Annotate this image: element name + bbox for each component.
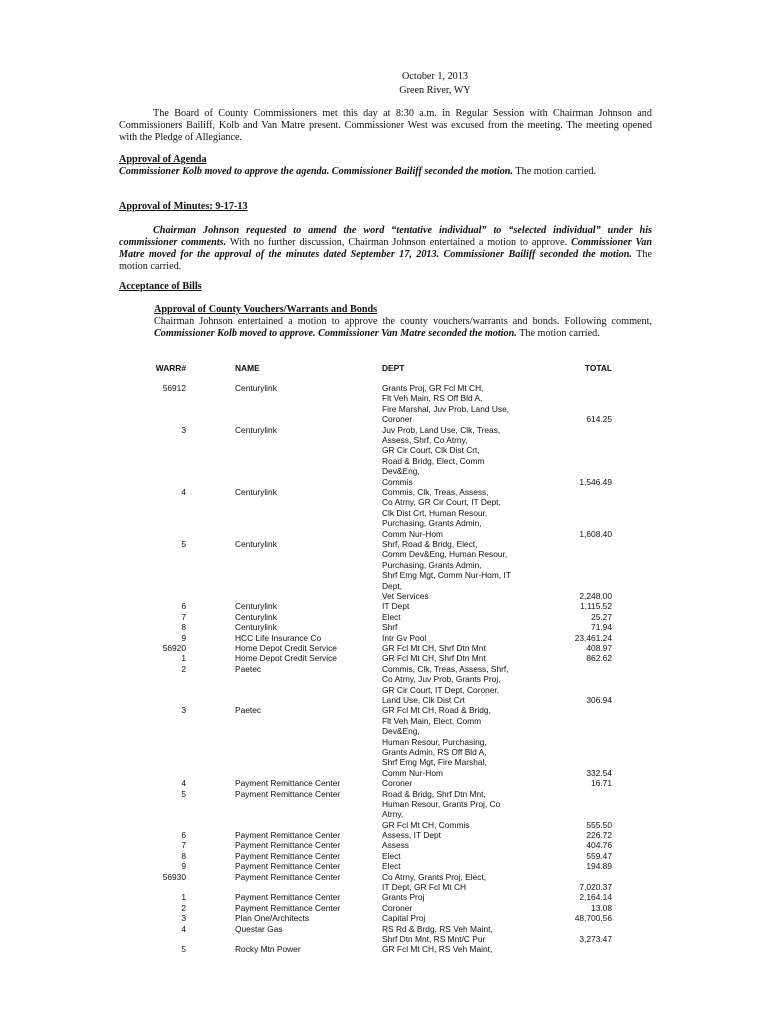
table-body (0, 383, 770, 955)
dept-line: Commis, Clk, Treas, Assess, (382, 486, 489, 497)
cell-name: HCC Life Insurance Co (235, 632, 322, 643)
cell-total: 306.94 (586, 694, 612, 705)
cell-dept (382, 643, 542, 653)
table-row (0, 539, 770, 601)
dept-line: Juv Prob, Land Use, Clk, Treas, (382, 424, 501, 435)
cell-name: Payment Remittance Center (235, 892, 341, 903)
table-row (0, 643, 770, 653)
dept-line: Fire Marshal, Juv Prob, Land Use, (382, 403, 510, 414)
dept-line: Flt Veh Main, RS Off Bld A, (382, 393, 483, 404)
minutes-heading (119, 201, 652, 213)
dept-line: Purchasing, Grants Admin, (382, 559, 482, 570)
table-row (0, 601, 770, 611)
cell-dept (382, 601, 542, 611)
cell-warr: 4 (181, 923, 186, 934)
cell-warr: 56912 (162, 383, 186, 393)
cell-warr: 1 (181, 892, 186, 903)
dept-line: Human Resour, Purchasing, (382, 736, 487, 747)
cell-warr: 1 (181, 653, 186, 664)
table-row (0, 664, 770, 706)
vouchers-motion: Commissioner Kolb moved to approve. Commissioner Van Matre seconded the motion. (154, 328, 517, 339)
cell-total: 1,608.40 (579, 528, 612, 539)
cell-dept (382, 903, 542, 913)
cell-total: 25.27 (591, 611, 612, 622)
dept-line: RS Rd & Brdg, RS Veh Maint, (382, 923, 493, 934)
table-row (0, 705, 770, 778)
warrants-table (0, 361, 770, 955)
dept-line: IT Dept (382, 601, 410, 612)
dept-line: Coroner (382, 414, 413, 425)
minutes-motion: Commissioner Van Matre moved for the approval of the minutes dated September 17, 2013. Commissioner Bailiff seconded the motion. (119, 237, 652, 260)
cell-name: Payment Remittance Center (235, 871, 341, 882)
cell-dept (382, 653, 542, 663)
table-row (0, 425, 770, 487)
cell-warr: 9 (181, 632, 186, 643)
cell-total: 862.62 (586, 653, 612, 664)
cell-total: 559.47 (586, 850, 612, 861)
minutes-amendment: Chairman Johnson requested to amend the word “tentative individual” to “selected individual” under his commissioner comments. (119, 225, 652, 248)
cell-warr: 2 (181, 663, 186, 674)
dept-line: Clk Dist Crt, Human Resour, (382, 507, 488, 518)
cell-total: 2,248.00 (579, 590, 612, 601)
cell-name: Centurylink (235, 622, 277, 633)
table-row (0, 924, 770, 945)
dept-line: Commis, Clk, Treas, Assess, Shrf, (382, 663, 509, 674)
cell-name: Centurylink (235, 424, 277, 435)
cell-name: Payment Remittance Center (235, 850, 341, 861)
cell-dept (382, 840, 542, 850)
cell-warr: 2 (181, 902, 186, 913)
dept-line: Road & Bridg, Elect, Comm (382, 455, 485, 466)
cell-dept (382, 539, 542, 601)
vouchers-intro: Chairman Johnson entertained a motion to approve the county vouchers/warrants and bonds. Following comment, (154, 316, 652, 327)
cell-name: Paetec (235, 705, 262, 716)
cell-name: Centurylink (235, 383, 277, 393)
dept-line: Grants Proj (382, 892, 425, 903)
dept-line: Comm Nur-Hom (382, 528, 443, 539)
table-row (0, 653, 770, 663)
cell-dept (382, 664, 542, 706)
cell-warr: 7 (181, 840, 186, 851)
cell-name: Payment Remittance Center (235, 788, 341, 799)
dept-line: Shrf (382, 622, 398, 633)
dept-line: Purchasing, Grants Admin, (382, 518, 482, 529)
cell-dept (382, 861, 542, 871)
dept-line: Elect (382, 850, 401, 861)
col-warr: WARR# (155, 363, 186, 373)
dept-line: GR Fcl Mt CH, Commis (382, 819, 470, 830)
cell-total: 555.50 (586, 819, 612, 830)
dept-line: Shrf Emg Mgt, Comm Nur-Hom, IT (382, 570, 511, 581)
cell-name: Rocky Mtn Power (235, 944, 301, 955)
cell-name: Questar Gas (235, 923, 283, 934)
cell-total: 408.97 (586, 642, 612, 653)
dept-line: Dept, (382, 580, 403, 591)
dept-line: Elect (382, 861, 401, 872)
dept-line: Flt Veh Main, Elect, Comm (382, 715, 482, 726)
cell-warr: 8 (181, 850, 186, 861)
cell-total: 226.72 (586, 830, 612, 841)
intro-paragraph: The Board of County Commissioners met this day at 8:30 a.m. in Regular Session with Chairman Johnson and Commissioners Bailiff, Kolb and Van Matre present. Commissioner West was excused from the meeting. The meeting opened with the Pledge of Allegiance. (119, 108, 652, 143)
table-row (0, 789, 770, 831)
dept-line: Shrf, Road & Bridg, Elect, (382, 538, 478, 549)
agenda-section (119, 154, 652, 178)
dept-line: Dev&Eng, (382, 726, 420, 737)
cell-name: Payment Remittance Center (235, 830, 341, 841)
cell-total: 48,700.56 (574, 913, 612, 924)
cell-dept (382, 830, 542, 840)
cell-name: Payment Remittance Center (235, 861, 341, 872)
dept-line: Road & Bridg, Shrf Dtn Mnt, (382, 788, 486, 799)
agenda-text (119, 166, 652, 178)
cell-dept (382, 633, 542, 643)
cell-dept (382, 892, 542, 902)
table-row (0, 903, 770, 913)
cell-name: Centurylink (235, 601, 277, 612)
cell-warr: 4 (181, 778, 186, 789)
cell-warr: 7 (181, 611, 186, 622)
cell-name: Payment Remittance Center (235, 840, 341, 851)
dept-line: Shrf Dtn Mnt, RS Mnt/C Pur (382, 934, 486, 945)
vouchers-section (154, 304, 652, 340)
dept-line: GR Fcl Mt CH, Shrf Dtn Mnt (382, 653, 486, 664)
cell-total: 194.89 (586, 861, 612, 872)
dept-line: GR Fcl Mt CH, Shrf Dtn Mnt (382, 642, 486, 653)
cell-name: Centurylink (235, 486, 277, 497)
table-row (0, 612, 770, 622)
cell-dept (382, 789, 542, 831)
meeting-header (0, 70, 770, 98)
cell-total: 71.94 (591, 622, 612, 633)
cell-warr: 9 (181, 861, 186, 872)
dept-line: Assess, Shrf, Co Atrny, (382, 435, 468, 445)
table-row (0, 840, 770, 850)
minutes-result: The motion carried. (119, 249, 652, 272)
cell-dept (382, 487, 542, 539)
cell-dept (382, 944, 542, 954)
cell-dept (382, 851, 542, 861)
cell-warr: 5 (181, 538, 186, 549)
cell-warr: 3 (181, 424, 186, 435)
vouchers-heading: Approval of County Vouchers/Warrants and Bonds (154, 304, 378, 315)
vouchers-text (154, 316, 652, 340)
dept-line: Comm Nur-Hom (382, 767, 443, 778)
cell-total: 13.08 (591, 902, 612, 913)
dept-line: Coroner (382, 778, 413, 789)
meeting-date: October 1, 2013 (402, 71, 468, 82)
dept-line: Co Atrny, Grants Proj, Elect, (382, 871, 487, 882)
agenda-motion: Commissioner Kolb moved to approve the agenda. Commissioner Bailiff seconded the motion. (119, 166, 514, 177)
cell-total: 2,164.14 (579, 892, 612, 903)
vouchers-result: The motion carried. (516, 328, 600, 339)
cell-total: 7,020.37 (579, 882, 612, 893)
cell-warr: 5 (181, 788, 186, 799)
dept-line: Coroner (382, 902, 413, 913)
col-dept: DEPT (382, 363, 405, 373)
cell-warr: 6 (181, 601, 186, 612)
dept-line: GR Cir Court, Clk Dist Crt, (382, 445, 480, 456)
cell-total: 16.71 (591, 778, 612, 789)
cell-name: Home Depot Credit Service (235, 653, 337, 664)
cell-total: 23,461.24 (574, 632, 612, 643)
cell-name: Payment Remittance Center (235, 902, 341, 913)
dept-line: Human Resour, Grants Proj, Co (382, 798, 501, 809)
cell-total: 614.25 (586, 414, 612, 425)
table-row (0, 487, 770, 539)
table-row (0, 913, 770, 923)
cell-warr: 3 (181, 913, 186, 924)
dept-line: Comm Dev&Eng, Human Resour, (382, 549, 508, 560)
cell-name: Payment Remittance Center (235, 778, 341, 789)
dept-line: Vet Services (382, 591, 429, 602)
dept-line: Elect (382, 611, 401, 622)
minutes-paragraph (119, 225, 652, 273)
table-row (0, 892, 770, 902)
cell-warr: 56930 (162, 871, 186, 882)
table-row (0, 872, 770, 893)
cell-name: Centurylink (235, 538, 277, 549)
cell-total: 1,546.49 (579, 476, 612, 487)
cell-total: 3,273.47 (579, 934, 612, 945)
table-row (0, 778, 770, 788)
cell-dept (382, 383, 542, 425)
dept-line: GR Cir Court, IT Dept, Coroner, (382, 684, 500, 695)
cell-warr: 5 (181, 944, 186, 955)
table-row (0, 944, 770, 954)
dept-line: Capital Proj (382, 913, 426, 924)
minutes-discussion: With no further discussion, Chairman Johnson entertained a motion to approve. (226, 237, 572, 248)
dept-line: GR Fcl Mt CH, Road & Bridg, (382, 705, 491, 716)
cell-total: 404.76 (586, 840, 612, 851)
dept-line: Assess, IT Dept (382, 830, 441, 841)
dept-line: GR Fcl Mt CH, RS Veh Maint, (382, 944, 493, 955)
dept-line: Grants Proj, GR Fcl Mt CH, (382, 383, 484, 393)
table-row (0, 830, 770, 840)
table-header (0, 361, 770, 383)
bills-heading-text: Acceptance of Bills (119, 281, 202, 292)
cell-total: 1,115.52 (580, 601, 612, 612)
dept-line: Assess (382, 840, 409, 851)
cell-warr: 4 (181, 486, 186, 497)
cell-name: Home Depot Credit Service (235, 642, 337, 653)
table-row (0, 633, 770, 643)
cell-dept (382, 924, 542, 945)
agenda-result: The motion carried. (513, 166, 597, 177)
table-row (0, 383, 770, 425)
dept-line: Co Atrny, GR Cir Court, IT Dept, (382, 497, 501, 508)
cell-dept (382, 913, 542, 923)
col-total: TOTAL (584, 363, 612, 373)
cell-warr: 3 (181, 705, 186, 716)
dept-line: Atrny, (382, 809, 404, 820)
bills-heading (119, 281, 652, 293)
minutes-heading-text: Approval of Minutes: 9-17-13 (119, 201, 248, 212)
cell-dept (382, 612, 542, 622)
cell-name: Plan One/Architects (235, 913, 310, 924)
col-name: NAME (235, 363, 260, 373)
cell-dept (382, 425, 542, 487)
cell-dept (382, 622, 542, 632)
table-row (0, 622, 770, 632)
agenda-heading: Approval of Agenda (119, 154, 207, 165)
cell-name: Paetec (235, 663, 262, 674)
dept-line: Commis (382, 476, 413, 487)
cell-warr: 8 (181, 622, 186, 633)
dept-line: Grants Admin, RS Off Bld A, (382, 746, 487, 757)
cell-dept (382, 872, 542, 893)
dept-line: IT Dept, GR Fcl Mt CH (382, 882, 467, 893)
dept-line: Dev&Eng, (382, 466, 420, 477)
table-row (0, 861, 770, 871)
cell-total: 332.54 (586, 767, 612, 778)
cell-warr: 6 (181, 830, 186, 841)
dept-line: Co Atrny, Juv Prob, Grants Proj, (382, 674, 501, 685)
dept-line: Land Use, Clk Dist Crt (382, 694, 465, 705)
dept-line: Shrf Emg Mgt, Fire Marshal, (382, 757, 487, 768)
cell-warr: 56920 (162, 642, 186, 653)
cell-dept (382, 778, 542, 788)
meeting-location: Green River, WY (399, 85, 471, 96)
table-row (0, 851, 770, 861)
dept-line: Intr Gv Pool (382, 632, 427, 643)
cell-name: Centurylink (235, 611, 277, 622)
cell-dept (382, 705, 542, 778)
